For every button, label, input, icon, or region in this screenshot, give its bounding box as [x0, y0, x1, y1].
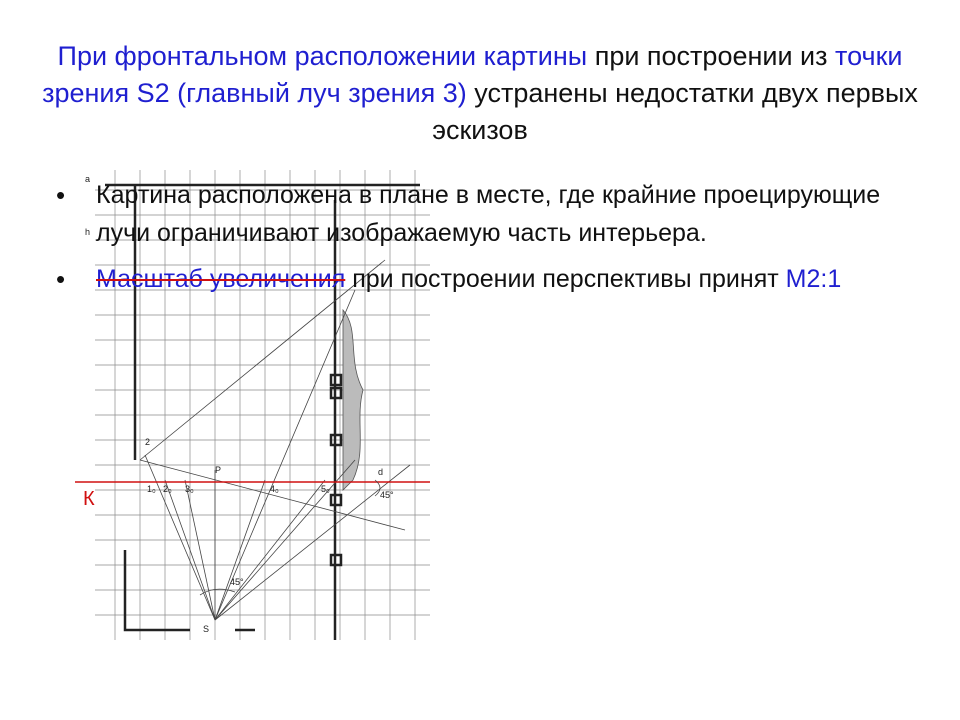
- k-label: К: [83, 488, 95, 510]
- bullet-dot: •: [56, 264, 66, 294]
- angle-label-right: 45°: [380, 490, 394, 500]
- label-2: 2: [145, 437, 151, 447]
- label-h: h: [85, 227, 91, 237]
- point-label-1: 1₀: [147, 484, 156, 494]
- angle-label-bottom: 45°: [230, 577, 244, 587]
- bullet-list: [56, 176, 916, 306]
- point-label-5: 5₀: [321, 484, 330, 494]
- bullet-dot: •: [56, 180, 66, 210]
- scale-highlight: Масштаб увеличения: [96, 265, 346, 293]
- bullet-item-2: [56, 260, 916, 298]
- point-label-2: 2₀: [163, 484, 172, 494]
- title-part-1: При фронтальном расположении картины: [57, 41, 588, 71]
- p-label: P: [215, 465, 222, 475]
- title-part-4: устранены недостатки двух первых эскизов: [432, 78, 918, 145]
- d-label: d: [378, 467, 384, 477]
- s-label: S: [203, 624, 210, 634]
- slide-title: [40, 38, 920, 149]
- bullet-text-1: Картина расположена в плане в месте, где крайние проецирующие лучи ограничивают изображаемую часть интерьера.: [96, 181, 881, 247]
- bullet-item-1: [56, 176, 916, 252]
- label-a: a: [85, 174, 91, 184]
- title-part-2: при построении из: [587, 41, 836, 71]
- bullet-text-2: при построении перспективы принят: [345, 265, 786, 293]
- point-label-4: 4₀: [270, 484, 279, 494]
- scale-value: М2:1: [785, 265, 842, 293]
- point-label-3: 3₀: [185, 484, 194, 494]
- title-part-3: точки зрения S2 (главный луч зрения 3): [42, 41, 903, 108]
- wall-hatching: [343, 310, 363, 490]
